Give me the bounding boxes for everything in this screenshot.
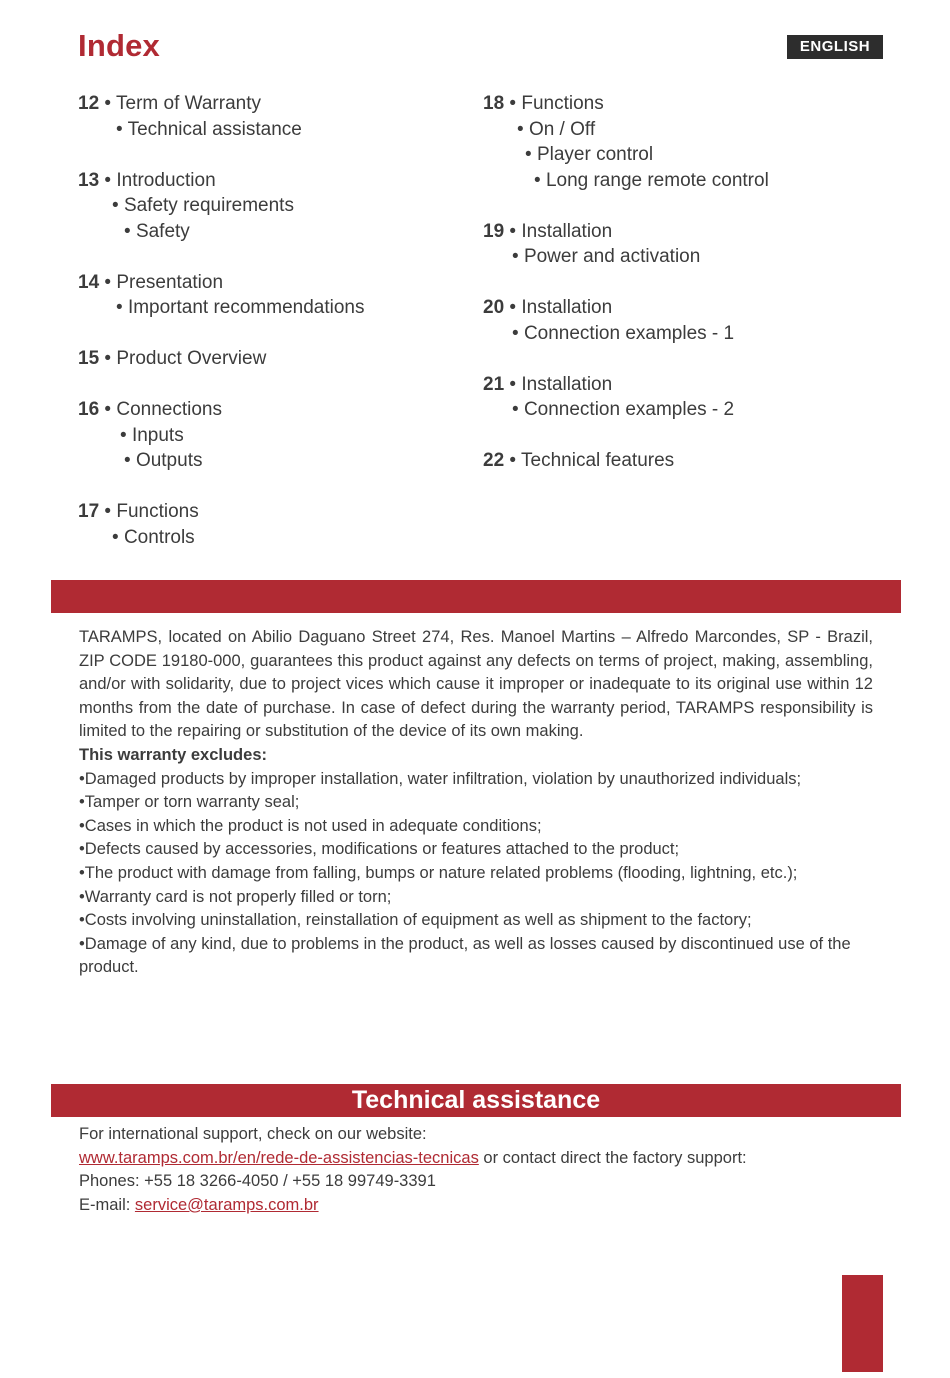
assistance-email-label: E-mail: [79,1195,135,1214]
index-entry-title: Term of Warranty [116,93,262,114]
bullet-separator: • [99,501,117,522]
bullet-separator: • [504,93,522,114]
index-sub-item [78,219,365,245]
index-sub-item-label: On / Off [528,118,596,140]
index-sub-item-label: Technical assistance [127,118,302,140]
index-sub-item-label: Controls [123,526,195,548]
index-sub-item-label: Safety requirements [123,195,294,216]
warranty-exclusion-item: •Cases in which the product is not used in adequate conditions; [79,816,542,835]
warranty-exclusion-item: •Damage of any kind, due to problems in the product, as well as losses caused by discontinued use of the product. [79,934,851,977]
index-sub-item [483,168,769,194]
index-entry-title: Installation [521,220,613,242]
warranty-exclusion-item: •Costs involving uninstallation, reinstallation of equipment as well as shipment to the factory; [79,911,752,930]
warranty-exclusion-item: •The product with damage from falling, bumps or nature related problems (flooding, lightning, etc.); [79,863,798,882]
index-entry-title-line [483,448,769,474]
bullet-separator: • [504,450,522,471]
assistance-email-line [79,1194,879,1218]
index-entry-title: Product Overview [116,348,267,369]
assistance-email-link[interactable]: service@taramps.com.br [134,1195,319,1214]
page-title: Index [78,28,160,63]
index-entry-title-line [78,499,365,525]
index-page-number: 15 [78,348,100,369]
assistance-website-suffix: or contact direct the factory support: [478,1148,747,1167]
index-entry-title-line [78,91,365,117]
index-page-number: 22 [483,450,505,471]
index-entry [78,499,365,550]
bullet-separator: • [512,322,524,344]
bullet-separator: • [99,399,117,420]
index-entry [78,91,365,142]
index-entry-title-line [483,91,769,117]
index-entry [483,448,769,474]
index-entry-title: Installation [521,297,613,318]
index-sub-item [483,397,769,423]
language-badge: ENGLISH [787,35,883,59]
index-entry [483,295,769,346]
index-entry-title: Technical features [521,450,675,471]
index-entry-title-line [483,295,769,321]
bullet-separator: • [116,297,128,318]
index-entry [78,168,365,245]
index-sub-item [78,117,365,143]
bullet-separator: • [99,169,117,191]
index-entry-title-line [78,397,365,423]
index-column-right [483,91,769,499]
index-entry [78,346,365,372]
index-entry-title-line [78,168,365,194]
index-entry-title-line [483,219,769,245]
index-entry [483,219,769,270]
bullet-separator: • [504,373,522,395]
warranty-paragraph: TARAMPS, located on Abilio Daguano Street 274, Res. Manoel Martins – Alfredo Marcondes, SP - Brazil, ZIP CODE 19180-000, guarantees this product against any defects on terms of project, making, assembling, and/or with solidarity, due to project vices which cause it improper or inadequate to its original use within 12 months from the date of purchase. In case of defect during the warranty period, TARAMPS responsibility is limited to the repairing or substitution of the device of its own making. [79,628,873,741]
index-sub-item-label: Outputs [135,450,203,471]
bullet-separator: • [120,424,132,446]
index-entry-title-line [78,346,365,372]
index-page-number: 16 [78,399,100,420]
index-sub-item [78,193,365,219]
index-entry-title-line [78,270,365,296]
assistance-intro: For international support, check on our website: [79,1125,427,1143]
index-page-number: 12 [78,93,100,114]
bullet-separator: • [112,195,124,216]
index-sub-item [78,295,365,321]
bullet-separator: • [517,118,529,140]
bullet-separator: • [512,399,524,420]
warranty-exclusion-item: •Damaged products by improper installation, water infiltration, violation by unauthorized individuals; [79,769,802,788]
index-entry-title: Functions [521,93,604,114]
assistance-website-link[interactable]: www.taramps.com.br/en/rede-de-assistencias-tecnicas [79,1148,479,1167]
page-corner-tab [842,1275,883,1372]
bullet-separator: • [116,118,128,140]
bullet-separator: • [525,144,537,165]
index-entry-title-line [483,372,769,398]
warranty-header-bar [51,580,901,613]
index-page-number: 19 [483,220,505,242]
index-page-number: 21 [483,373,505,395]
index-page-number: 18 [483,93,505,114]
index-entry-title: Introduction [116,169,216,191]
index-column-left [78,91,365,576]
index-page-number: 14 [78,271,100,293]
bullet-separator: • [112,526,124,548]
bullet-separator: • [99,271,117,293]
index-entry-title: Functions [116,501,199,522]
technical-assistance-header-bar [51,1084,901,1117]
warranty-section [79,626,873,980]
index-entry [78,397,365,474]
bullet-separator: • [99,348,117,369]
index-entry-title: Presentation [116,271,224,293]
assistance-phones: Phones: +55 18 3266-4050 / +55 18 99749-3391 [79,1172,436,1191]
bullet-separator: • [504,297,522,318]
warranty-exclusions-title: This warranty excludes: [79,745,267,764]
index-entry-title: Connections [116,399,222,420]
index-sub-item-label: Safety [135,220,190,242]
technical-assistance-section [79,1123,879,1217]
index-sub-item [483,117,769,143]
warranty-exclusions-list [79,768,873,980]
technical-assistance-title: Technical assistance [351,1086,601,1114]
index-sub-item [483,142,769,168]
index-sub-item [78,423,365,449]
warranty-exclusion-item: •Defects caused by accessories, modifications or features attached to the product; [79,840,680,859]
warranty-exclusion-item: •Tamper or torn warranty seal; [79,793,300,812]
index-sub-item [483,321,769,347]
index-sub-item [78,448,365,474]
index-entry [483,372,769,423]
bullet-separator: • [504,220,522,242]
index-sub-item [483,244,769,270]
index-sub-item-label: Connection examples - 1 [523,322,735,344]
index-sub-item-label: Important recommendations [127,297,365,318]
bullet-separator: • [124,220,136,242]
index-page-number: 20 [483,297,505,318]
bullet-separator: • [512,246,524,267]
bullet-separator: • [124,450,136,471]
bullet-separator: • [99,93,117,114]
assistance-website-line [79,1147,879,1171]
index-entry-title: Installation [521,373,613,395]
index-sub-item-label: Player control [536,144,654,165]
index-sub-item-label: Connection examples - 2 [523,399,735,420]
index-page-number: 13 [78,169,100,191]
warranty-exclusion-item: •Warranty card is not properly filled or torn; [79,887,392,906]
index-sub-item-label: Power and activation [523,246,701,267]
index-sub-item [78,525,365,551]
index-page-number: 17 [78,501,100,522]
bullet-separator: • [534,169,546,191]
index-entry [78,270,365,321]
index-sub-item-label: Long range remote control [545,169,769,191]
index-entry [483,91,769,193]
index-sub-item-label: Inputs [131,424,184,446]
